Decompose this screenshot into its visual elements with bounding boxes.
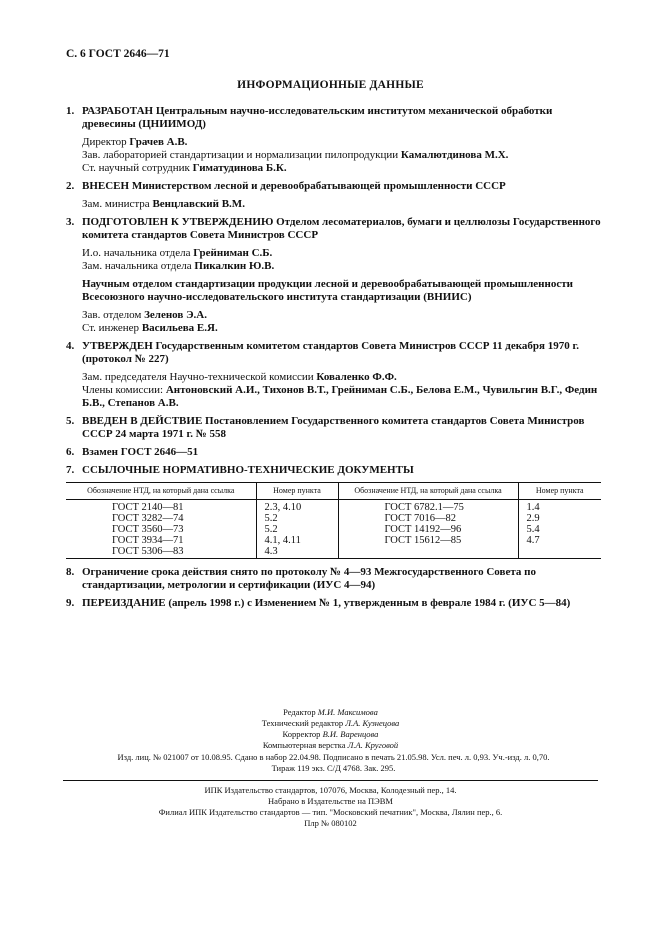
section-number: 2. [66,180,75,192]
tech-editor-line [0,718,661,729]
table-row [66,535,601,546]
section-text: ССЫЛОЧНЫЕ НОРМАТИВНО-ТЕХНИЧЕСКИЕ ДОКУМЕНТЫ [82,464,414,476]
section-text: РАЗРАБОТАН Центральным научно-исследовательским институтом механической обработки древесины (ЦНИИМОД) [82,105,553,130]
person-name: Пикалкин Ю.В. [194,260,275,272]
person-role: Члены комиссии: [82,384,166,396]
section-number: 3. [66,216,75,228]
page-header: С. 6 ГОСТ 2646—71 [66,48,170,60]
section-2-people [66,198,601,211]
commission-members [82,384,601,410]
imprint-line: Изд. лиц. № 021007 от 10.08.95. Сдано в набор 22.04.98. Подписано в печать 21.05.98. Усл. печ. л. 0,93. Уч.-изд. л. 0,70. [117,752,550,762]
table-cell: ГОСТ 3282—74 [66,513,256,524]
section-1-people [66,136,601,175]
person-name: Коваленко Ф.Ф. [316,371,397,383]
table-cell: ГОСТ 5306—83 [66,546,256,559]
credit-name: Л.А. Кузнецова [345,718,400,728]
table-cell [338,546,518,559]
table-cell: ГОСТ 3934—71 [66,535,256,546]
credit-role: Компьютерная верстка [262,740,348,750]
section-number: 1. [66,105,75,117]
credit-role: Технический редактор [261,718,346,728]
table-cell: 2.9 [526,513,540,524]
info-content [66,105,601,615]
section-number: 6. [66,446,75,458]
person-role: Зам. начальника отдела [82,260,195,272]
section-text: УТВЕРЖДЕН Государственным комитетом стандартов Совета Министров СССР 11 декабря 1970 г. (протокол № 227) [82,340,580,365]
person-line [82,198,601,211]
person-role: Ст. научный сотрудник [82,162,193,174]
table-header-row [66,483,601,500]
table-row [66,500,601,514]
person-role: Зам. председателя Научно-технической комиссии [82,371,317,383]
credit-role: Корректор [282,729,323,739]
table-cell: 4.3 [256,546,338,559]
imprint-line: Набрано в Издательстве на ПЭВМ [268,796,393,806]
section-3-subtext: Научным отделом стандартизации продукции лесной и деревообрабатывающей промышленности Всесоюзного научно-исследовательского института стандартизации (ВНИИС) [82,278,573,303]
section-4 [66,340,601,366]
person-line [82,371,601,384]
person-name: Васильева Е.Я. [141,322,218,334]
table-row [66,513,601,524]
table-cell [518,546,601,559]
column-header: Обозначение НТД, на который дана ссылка [338,483,518,500]
person-role: Директор [82,136,130,148]
credit-name: Л.А. Круговой [347,740,399,750]
person-line [82,322,601,335]
person-line [82,247,601,260]
section-3-people [66,247,601,273]
section-9 [66,597,601,610]
table-cell: 4.1, 4.11 [256,535,338,546]
person-line [82,149,601,162]
person-name: Венцлавский В.М. [152,198,245,210]
table-cell: 2.3, 4.10 [256,500,338,514]
person-role: Зав. лабораторией стандартизации и нормализации пилопродукции [82,149,401,161]
person-role: Зам. министра [82,198,153,210]
person-line [82,309,601,322]
section-2 [66,180,601,193]
section-number: 9. [66,597,75,609]
table-cell: 1.4 [526,502,540,513]
corrector-line [0,729,661,740]
person-line [82,260,601,273]
section-number: 7. [66,464,75,476]
section-5 [66,415,601,441]
section-8 [66,566,601,592]
imprint-line: Филиал ИПК Издательство стандартов — тип. "Московский печатник", Москва, Лялин пер., 6. [158,807,503,817]
person-line [82,136,601,149]
section-text: ПЕРЕИЗДАНИЕ (апрель 1998 г.) с Изменением № 1, утвержденным в феврале 1984 г. (ИУС 5—84) [82,597,571,609]
imprint-line: Плр № 080102 [304,818,357,828]
section-text: Ограничение срока действия снято по протоколу № 4—93 Межгосударственного Совета по стандартизации, метрологии и сертификации (ИУС 4—94) [82,566,536,591]
table-cell: 5.2 [256,524,338,535]
table-cell: 5.2 [256,513,338,524]
table-cell: ГОСТ 6782.1—75 [338,500,518,514]
colophon [0,707,661,751]
section-1 [66,105,601,131]
table-cell: 5.4 [526,524,540,535]
page-title: ИНФОРМАЦИОННЫЕ ДАННЫЕ [237,79,424,91]
imprint-line: Тираж 119 экз. С/Д 4768. Зак. 295. [271,763,396,773]
publisher-details [0,780,661,829]
section-text: ПОДГОТОВЛЕН К УТВЕРЖДЕНИЮ Отделом лесоматериалов, бумаги и целлюлозы Государственного комитета стандартов Совета Министров СССР [82,216,601,241]
column-header: Номер пункта [256,483,338,500]
section-7 [66,464,601,477]
editor-line [0,707,661,718]
person-role: И.о. начальника отдела [82,247,194,259]
table-cell: ГОСТ 14192—96 [338,524,518,535]
section-3 [66,216,601,242]
person-role: Ст. инженер [82,322,142,334]
reference-documents-table [66,482,601,559]
person-name: Гиматудинова Б.К. [192,162,287,174]
divider [63,780,598,781]
table-cell: ГОСТ 15612—85 [338,535,518,546]
credit-name: В.И. Варенцова [322,729,379,739]
table-cell: ГОСТ 3560—73 [66,524,256,535]
section-4-people [66,371,601,410]
section-number: 4. [66,340,75,352]
credit-role: Редактор [283,707,318,717]
section-number: 5. [66,415,75,427]
section-text: ВВЕДЕН В ДЕЙСТВИЕ Постановлением Государственного комитета стандартов Совета Министров СССР 24 марта 1971 г. № 558 [82,415,585,440]
table-cell: ГОСТ 2140—81 [66,500,256,514]
person-name: Антоновский А.И., Тихонов В.Т., Грейниман С.Б., Белова Е.М., Чувильгин В.Г., Федин Б.В., Степанов А.В. [82,384,598,409]
section-6 [66,446,601,459]
person-name: Зеленов Э.А. [144,309,207,321]
imprint-details [66,752,601,774]
section-text: ВНЕСЕН Министерством лесной и деревообрабатывающей промышленности СССР [82,180,506,192]
person-name: Грачев А.В. [129,136,188,148]
person-name: Камалютдинова М.Х. [400,149,509,161]
person-role: Зав. отделом [82,309,145,321]
imprint-line: ИПК Издательство стандартов, 107076, Москва, Колодезный пер., 14. [204,785,457,795]
person-line [82,162,601,175]
table-row [66,546,601,559]
column-header: Обозначение НТД, на который дана ссылка [66,483,256,500]
table-row [66,524,601,535]
table-cell: 4.7 [526,535,540,546]
credit-name: М.И. Максимова [317,707,378,717]
layout-line [0,740,661,751]
section-number: 8. [66,566,75,578]
column-header: Номер пункта [518,483,601,500]
person-name: Грейниман С.Б. [193,247,273,259]
section-text: Взамен ГОСТ 2646—51 [82,446,199,458]
table-cell: ГОСТ 7016—82 [338,513,518,524]
section-3-sub-people [66,309,601,335]
